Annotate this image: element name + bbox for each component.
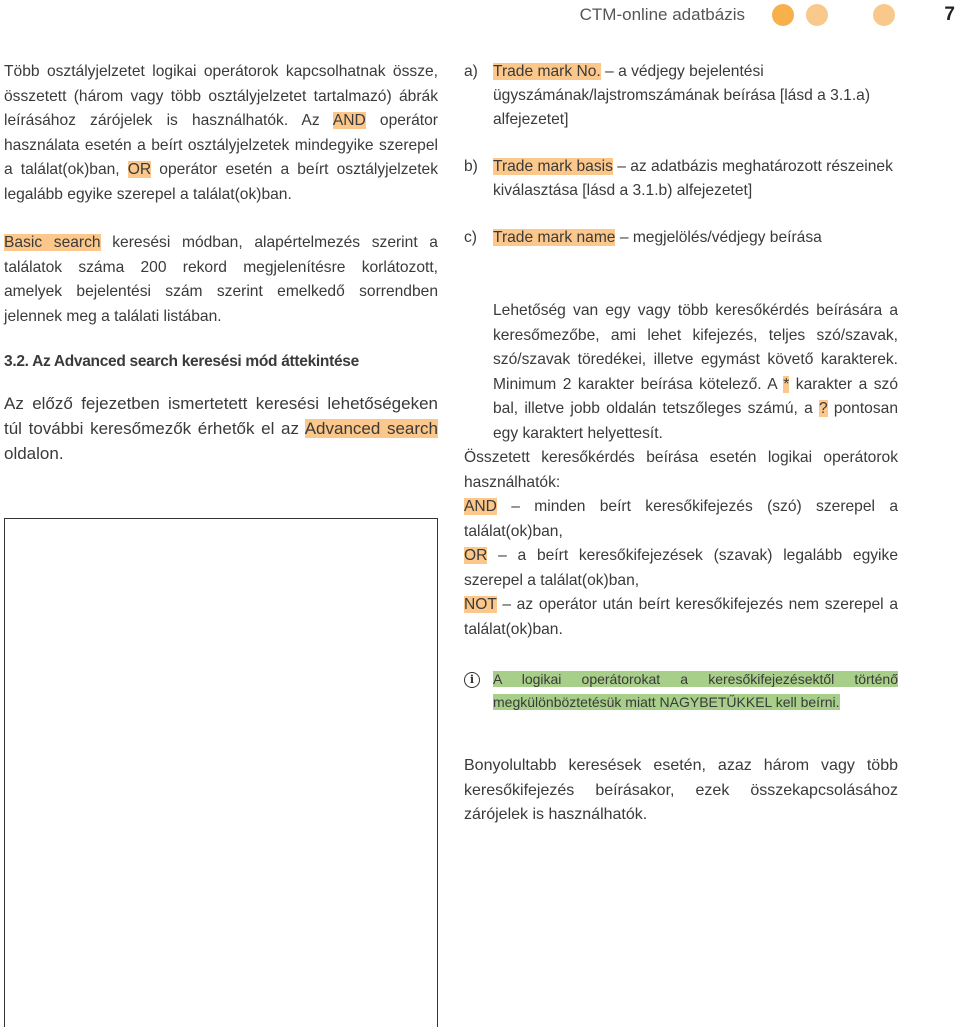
left-column: [4, 60, 438, 466]
advanced-text: Az előző fejezetben ismertetett keresési lehetőségeken túl további keresőmezők érhetők el az: [4, 394, 438, 438]
section-heading: 3.2. Az Advanced search keresési mód áttekintése: [4, 353, 359, 370]
basic-search-text: keresési módban, alapértelmezés szerint a találatok száma 200 rekord megjelenítésre korlátozott, amelyek bejelentési szám szerint emelkedő sorrendben jelennek meg a találati listában.: [4, 234, 438, 325]
list-item: [464, 155, 898, 203]
item-label: b): [464, 158, 478, 175]
operators-intro: Összetett keresőkérdés beírása esetén logikai operátorok használhatók:: [464, 449, 898, 491]
complex-search-paragraph: Bonyolultabb keresések esetén, azaz három vagy több keresőkifejezés beírásakor, ezek összekapcsolásához zárójelek is használhatók.: [464, 757, 898, 823]
trade-mark-name-term: Trade mark name: [493, 229, 616, 246]
possibility-text-3: pontosan egy karaktert helyettesít.: [493, 400, 898, 442]
intro-text-2: operátor használata esetén a beírt osztályjelzetek mindegyike szerepel a találat(ok)ban,: [4, 112, 438, 178]
info-icon: i: [464, 672, 480, 688]
header-dot-light: [873, 4, 895, 26]
item-label: c): [464, 229, 477, 246]
trade-mark-no-term: Trade mark No.: [493, 63, 601, 80]
possibility-text-2: karakter a szó bal, illetve jobb oldalán tetszőleges számú, a: [493, 375, 898, 417]
possibility-text-1: Lehetőség van egy vagy több keresőkérdés beírására a keresőmezőbe, ami lehet kifejezés, teljes szó/szavak, szó/szavak töredékei, illetve egymást követő karakterek. Minimum 2 karakter beírása kötelező. A: [493, 302, 898, 393]
advanced-search-term: Advanced search: [304, 419, 438, 438]
screenshot-frame: [4, 518, 438, 1027]
intro-paragraph: [4, 60, 438, 207]
or-operator: OR: [464, 547, 488, 564]
item-text: – megjelölés/védjegy beírása: [615, 229, 822, 246]
or-operator-text: – a beírt keresőkifejezések (szavak) legalább egyike szerepel a találat(ok)ban,: [464, 547, 898, 589]
right-column: [464, 60, 898, 828]
list-item: [464, 60, 898, 132]
star-wildcard: *: [783, 375, 790, 393]
list-item: [464, 226, 898, 250]
page-number: 7: [944, 4, 955, 25]
header-dot-dark: [772, 4, 794, 26]
operators-paragraph: [464, 446, 898, 642]
info-note: [464, 668, 898, 714]
intro-text-3: operátor esetén a beírt osztályjelzetek legalább egyike szerepel a találat(ok)ban.: [4, 161, 439, 203]
basic-search-term: Basic search: [4, 234, 101, 251]
not-operator-text: – az operátor után beírt keresőkifejezés nem szerepel a találat(ok)ban.: [464, 596, 898, 638]
item-text: – a védjegy bejelentési ügyszámának/lajstromszámának beírása [lásd a 3.1.a) alfejezetet]: [493, 63, 871, 128]
page-header: [0, 0, 960, 30]
header-title: CTM-online adatbázis: [579, 5, 745, 24]
and-operator-text: – minden beírt keresőkifejezés (szó) szerepel a találat(ok)ban,: [464, 498, 898, 540]
question-wildcard: ?: [818, 400, 828, 417]
trade-mark-basis-term: Trade mark basis: [493, 158, 613, 175]
possibility-paragraph: [464, 299, 898, 446]
advanced-tail: oldalon.: [4, 444, 64, 463]
advanced-search-paragraph: [4, 391, 438, 466]
and-term: AND: [332, 112, 366, 129]
header-dot-light: [806, 4, 828, 26]
and-operator: AND: [464, 498, 497, 515]
intro-text-1: Több osztályjelzetet logikai operátorok kapcsolhatnak össze, összetett (három vagy több osztályjelzetet tartalmazó) ábrák leírásához zárójelek is használhatók. Az: [4, 63, 438, 129]
item-text: – az adatbázis meghatározott részeinek kiválasztása [lásd a 3.1.b) alfejezetet]: [493, 158, 893, 199]
item-label: a): [464, 63, 478, 80]
basic-search-paragraph: [4, 231, 438, 329]
not-operator: NOT: [464, 596, 497, 613]
or-term: OR: [127, 161, 152, 178]
note-text: A logikai operátorokat a keresőkifejezésektől történő megkülönböztetésük miatt NAGYBETŰKKEL kell beírni.: [493, 671, 898, 710]
